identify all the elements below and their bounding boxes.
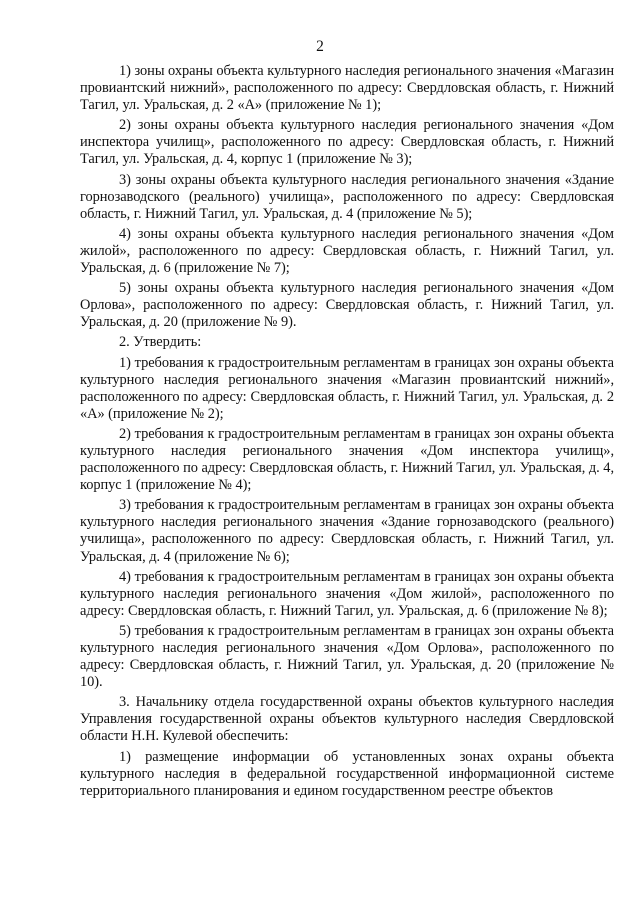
paragraph-1-1: 1) зоны охраны объекта культурного наследия регионального значения «Магазин провиантский нижний», расположенного по адресу: Свердловская область, г. Нижний Тагил, ул. Уральская, д. 2 «А» (приложение № 1);	[80, 63, 614, 114]
paragraph-3-1: 1) размещение информации об установленных зонах охраны объекта культурного наследия в федеральной государственной информационной системе территориального планирования и едином государственном реестре объектов	[80, 748, 614, 799]
paragraph-2-1: 1) требования к градостроительным регламентам в границах зон охраны объекта культурного наследия регионального значения «Магазин провиантский нижний», расположенного по адресу: Свердловская область, г. Нижний Тагил, ул. Уральская, д. 2 «А» (приложение № 2);	[80, 354, 614, 422]
paragraph-1-3: 3) зоны охраны объекта культурного наследия регионального значения «Здание горнозаводского (реального) училища», расположенного по адресу: Свердловская область, г. Нижний Тагил, ул. Уральская, д. 4 (приложение № 5);	[80, 171, 614, 222]
document-body	[80, 63, 614, 800]
page-number: 2	[316, 38, 324, 55]
paragraph-1-5: 5) зоны охраны объекта культурного наследия регионального значения «Дом Орлова», расположенного по адресу: Свердловская область, г. Нижний Тагил, ул. Уральская, д. 20 (приложение № 9).	[80, 280, 614, 331]
section-2-heading: 2. Утвердить:	[119, 334, 202, 351]
paragraph-1-2: 2) зоны охраны объекта культурного наследия регионального значения «Дом инспектора училищ», расположенного по адресу: Свердловская область, г. Нижний Тагил, ул. Уральская, д. 4, корпус 1 (приложение № 3);	[80, 117, 614, 168]
paragraph-1-4: 4) зоны охраны объекта культурного наследия регионального значения «Дом жилой», расположенного по адресу: Свердловская область, г. Нижний Тагил, ул. Уральская, д. 6 (приложение № 7);	[80, 225, 614, 277]
paragraph-2-5: 5) требования к градостроительным регламентам в границах зон охраны объекта культурного наследия регионального значения «Дом Орлова», расположенного по адресу: Свердловская область, г. Нижний Тагил, ул. Уральская, д. 20 (приложение № 10).	[80, 622, 614, 691]
paragraph-2-4: 4) требования к градостроительным регламентам в границах зон охраны объекта культурного наследия регионального значения «Дом жилой», расположенного по адресу: Свердловская область, г. Нижний Тагил, ул. Уральская, д. 6 (приложение № 8);	[80, 568, 614, 619]
paragraph-2-2: 2) требования к градостроительным регламентам в границах зон охраны объекта культурного наследия регионального значения «Дом инспектора училищ», расположенного по адресу: Свердловская область, г. Нижний Тагил, ул. Уральская, д. 4, корпус 1 (приложение № 4);	[80, 425, 614, 494]
section-3-heading: 3. Начальнику отдела государственной охраны объектов культурного наследия Управления государственной охраны объектов культурного наследия Свердловской области Н.Н. Кулевой обеспечить:	[80, 694, 614, 745]
paragraph-2-3: 3) требования к градостроительным регламентам в границах зон охраны объекта культурного наследия регионального значения «Здание горнозаводского (реального) училища», расположенного по адресу: Свердловская область, г. Нижний Тагил, ул. Уральская, д. 4 (приложение № 6);	[80, 497, 614, 565]
